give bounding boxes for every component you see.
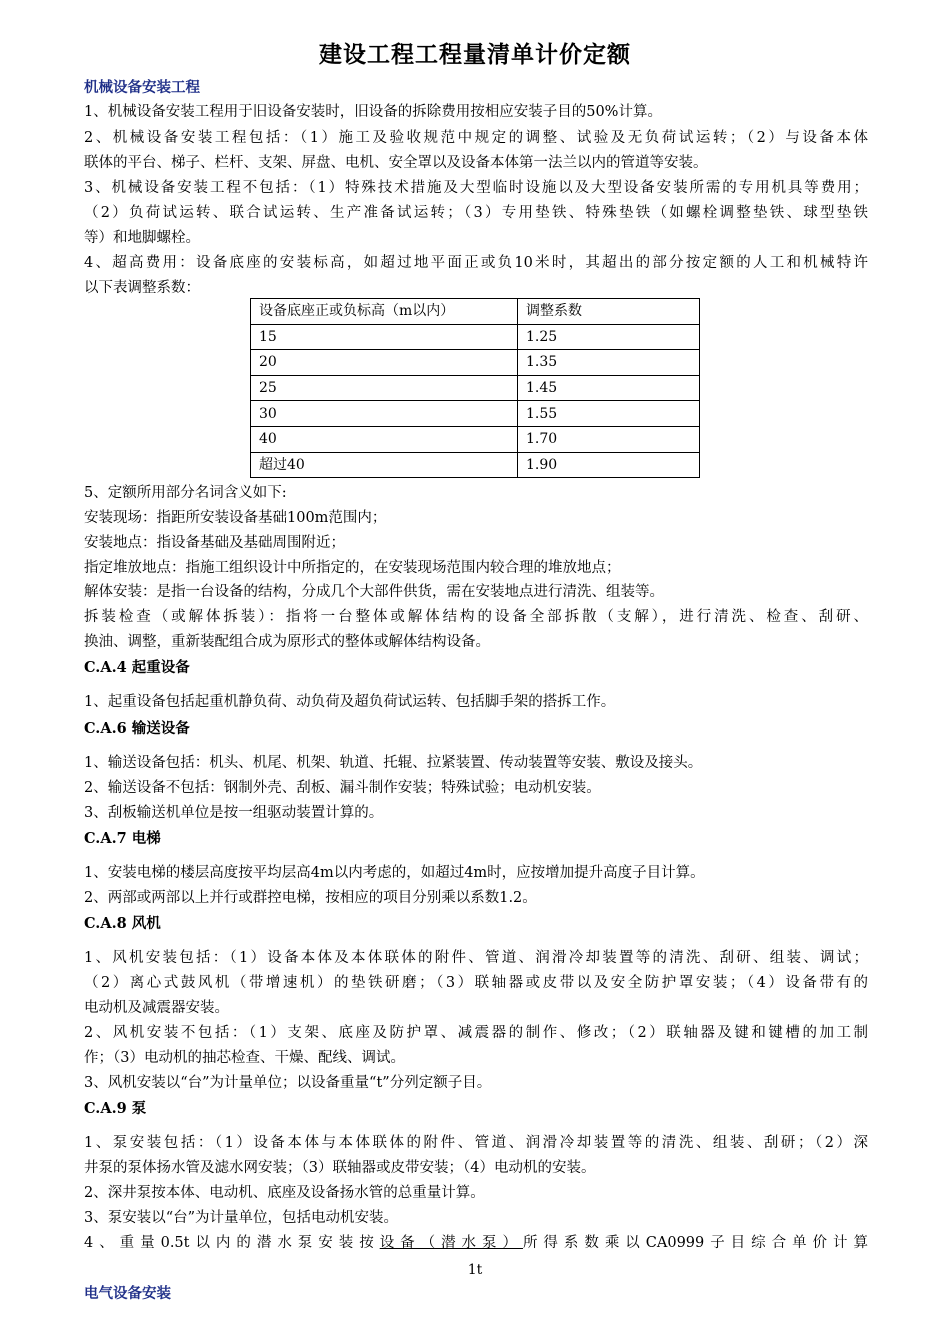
text-run: 所得系数乘以CA0999子目综合单价计算	[522, 1235, 868, 1251]
paragraph-line: 1、泵安装包括：（1）设备本体与本体联体的附件、管道、润滑冷却装置等的清洗、组装、刮研；（2）深	[84, 1135, 868, 1151]
section-heading-ca4: C.A.4 起重设备	[84, 659, 190, 676]
table-cell: 30	[251, 401, 518, 427]
table-cell: 1.25	[518, 324, 700, 350]
table-cell: 1.70	[518, 426, 700, 452]
paragraph-line: 3、泵安装以“台”为计量单位，包括电动机安装。	[84, 1210, 399, 1226]
paragraph-line: 1、安装电梯的楼层高度按平均层高4m以内考虑的，如超过4m时，应按增加提升高度子目计算。	[84, 865, 705, 881]
paragraph-line: 1、风机安装包括：（1）设备本体及本体联体的附件、管道、润滑冷却装置等的清洗、刮研、组装、调试；	[84, 950, 868, 966]
section-heading-ca8: C.A.8 风机	[84, 915, 161, 932]
table-header-cell: 设备底座正或负标高（m以内）	[251, 299, 518, 325]
text-run: 4、重量0.5t以内的潜水泵安装按	[84, 1235, 380, 1251]
paragraph-line: 5、定额所用部分名词含义如下:	[84, 485, 287, 501]
paragraph-line: 换油、调整，重新装配组合成为原形式的整体或解体结构设备。	[84, 634, 490, 650]
table-row	[251, 324, 700, 350]
section-heading-ca7: C.A.7 电梯	[84, 830, 161, 847]
paragraph-line: 3、风机安装以“台”为计量单位；以设备重量“t”分列定额子目。	[84, 1075, 492, 1091]
paragraph-line: 解体安装：是指一台设备的结构，分成几个大部件供货，需在安装地点进行清洗、组装等。	[84, 584, 664, 600]
paragraph-line: 3、刮板输送机单位是按一组驱动装置计算的。	[84, 805, 384, 821]
paragraph-line: 联体的平台、梯子、栏杆、支架、屏盘、电机、安全罩以及设备本体第一法兰以内的管道等安装。	[84, 155, 708, 171]
paragraph-line: 2、机械设备安装工程包括：（1）施工及验收规范中规定的调整、试验及无负荷试运转；（2）与设备本体	[84, 130, 868, 146]
table-header-row	[251, 299, 700, 325]
adjustment-coefficient-table	[250, 298, 700, 478]
section-heading-electrical: 电气设备安装	[84, 1285, 171, 1302]
table-header-cell: 调整系数	[518, 299, 700, 325]
page-number: 1t	[467, 1262, 483, 1278]
table-cell: 1.45	[518, 375, 700, 401]
table-row	[251, 375, 700, 401]
paragraph-line: 2、深井泵按本体、电动机、底座及设备扬水管的总重量计算。	[84, 1185, 485, 1201]
table-row	[251, 401, 700, 427]
table-row	[251, 426, 700, 452]
page-title: 建设工程工程量清单计价定额	[319, 41, 631, 68]
paragraph-line: 安装现场：指距所安装设备基础100m范围内；	[84, 510, 387, 526]
table-cell: 15	[251, 324, 518, 350]
paragraph-line: 安装地点：指设备基础及基础周围附近；	[84, 535, 345, 551]
paragraph-line: 指定堆放地点：指施工组织设计中所指定的，在安装现场范围内较合理的堆放地点；	[84, 560, 621, 576]
paragraph-line: 等）和地脚螺栓。	[84, 230, 200, 246]
paragraph-line: （2）离心式鼓风机（带增速机）的垫铁研磨；（3）联轴器或皮带以及安全防护罩安装；（4）设备带有的	[84, 975, 868, 991]
paragraph-line: 井泵的泵体扬水管及滤水网安装；（3）联轴器或皮带安装；（4）电动机的安装。	[84, 1160, 596, 1176]
paragraph-line: 3、机械设备安装工程不包括：（1）特殊技术措施及大型临时设施以及大型设备安装所需的专用机具等费用；	[84, 180, 868, 196]
table-cell: 1.55	[518, 401, 700, 427]
paragraph-line: 1、起重设备包括起重机静负荷、动负荷及超负荷试运转、包括脚手架的搭拆工作。	[84, 694, 616, 710]
table-row	[251, 350, 700, 376]
underlined-text: 设备（潜水泵）	[379, 1235, 523, 1251]
table-cell: 40	[251, 426, 518, 452]
table-cell: 20	[251, 350, 518, 376]
section-heading-ca6: C.A.6 输送设备	[84, 720, 190, 737]
table-cell: 1.90	[518, 452, 700, 478]
paragraph-line: 4、超高费用：设备底座的安装标高，如超过地平面正或负10米时，其超出的部分按定额的人工和机械特许	[84, 255, 868, 271]
table-cell: 1.35	[518, 350, 700, 376]
table-row	[251, 452, 700, 478]
paragraph-line: 作；（3）电动机的抽芯检查、干燥、配线、调试。	[84, 1050, 405, 1066]
paragraph-line: 拆装检查（或解体拆装）：指将一台整体或解体结构的设备全部拆散（支解），进行清洗、检查、刮研、	[84, 609, 868, 625]
paragraph-line: 电动机及减震器安装。	[84, 1000, 229, 1016]
section-heading-ca9: C.A.9 泵	[84, 1100, 147, 1117]
paragraph-line: 2、风机安装不包括：（1）支架、底座及防护罩、减震器的制作、修改；（2）联轴器及键和键槽的加工制	[84, 1025, 868, 1041]
table-cell: 超过40	[251, 452, 518, 478]
table-cell: 25	[251, 375, 518, 401]
paragraph-line: 1、输送设备包括：机头、机尾、机架、轨道、托辊、拉紧装置、传动装置等安装、敷设及接头。	[84, 755, 703, 771]
paragraph-line: 1、机械设备安装工程用于旧设备安装时，旧设备的拆除费用按相应安装子目的50%计算。	[84, 104, 662, 120]
paragraph-line: 2、输送设备不包括：钢制外壳、刮板、漏斗制作安装；特殊试验；电动机安装。	[84, 780, 601, 796]
paragraph-line: 2、两部或两部以上并行或群控电梯，按相应的项目分别乘以系数1.2。	[84, 890, 537, 906]
section-heading-mechanical: 机械设备安装工程	[84, 79, 200, 96]
paragraph-line-last	[84, 1233, 868, 1253]
paragraph-line: （2）负荷试运转、联合试运转、生产准备试运转；（3）专用垫铁、特殊垫铁（如螺栓调整垫铁、球型垫铁	[84, 205, 868, 221]
paragraph-line: 以下表调整系数：	[84, 280, 200, 296]
